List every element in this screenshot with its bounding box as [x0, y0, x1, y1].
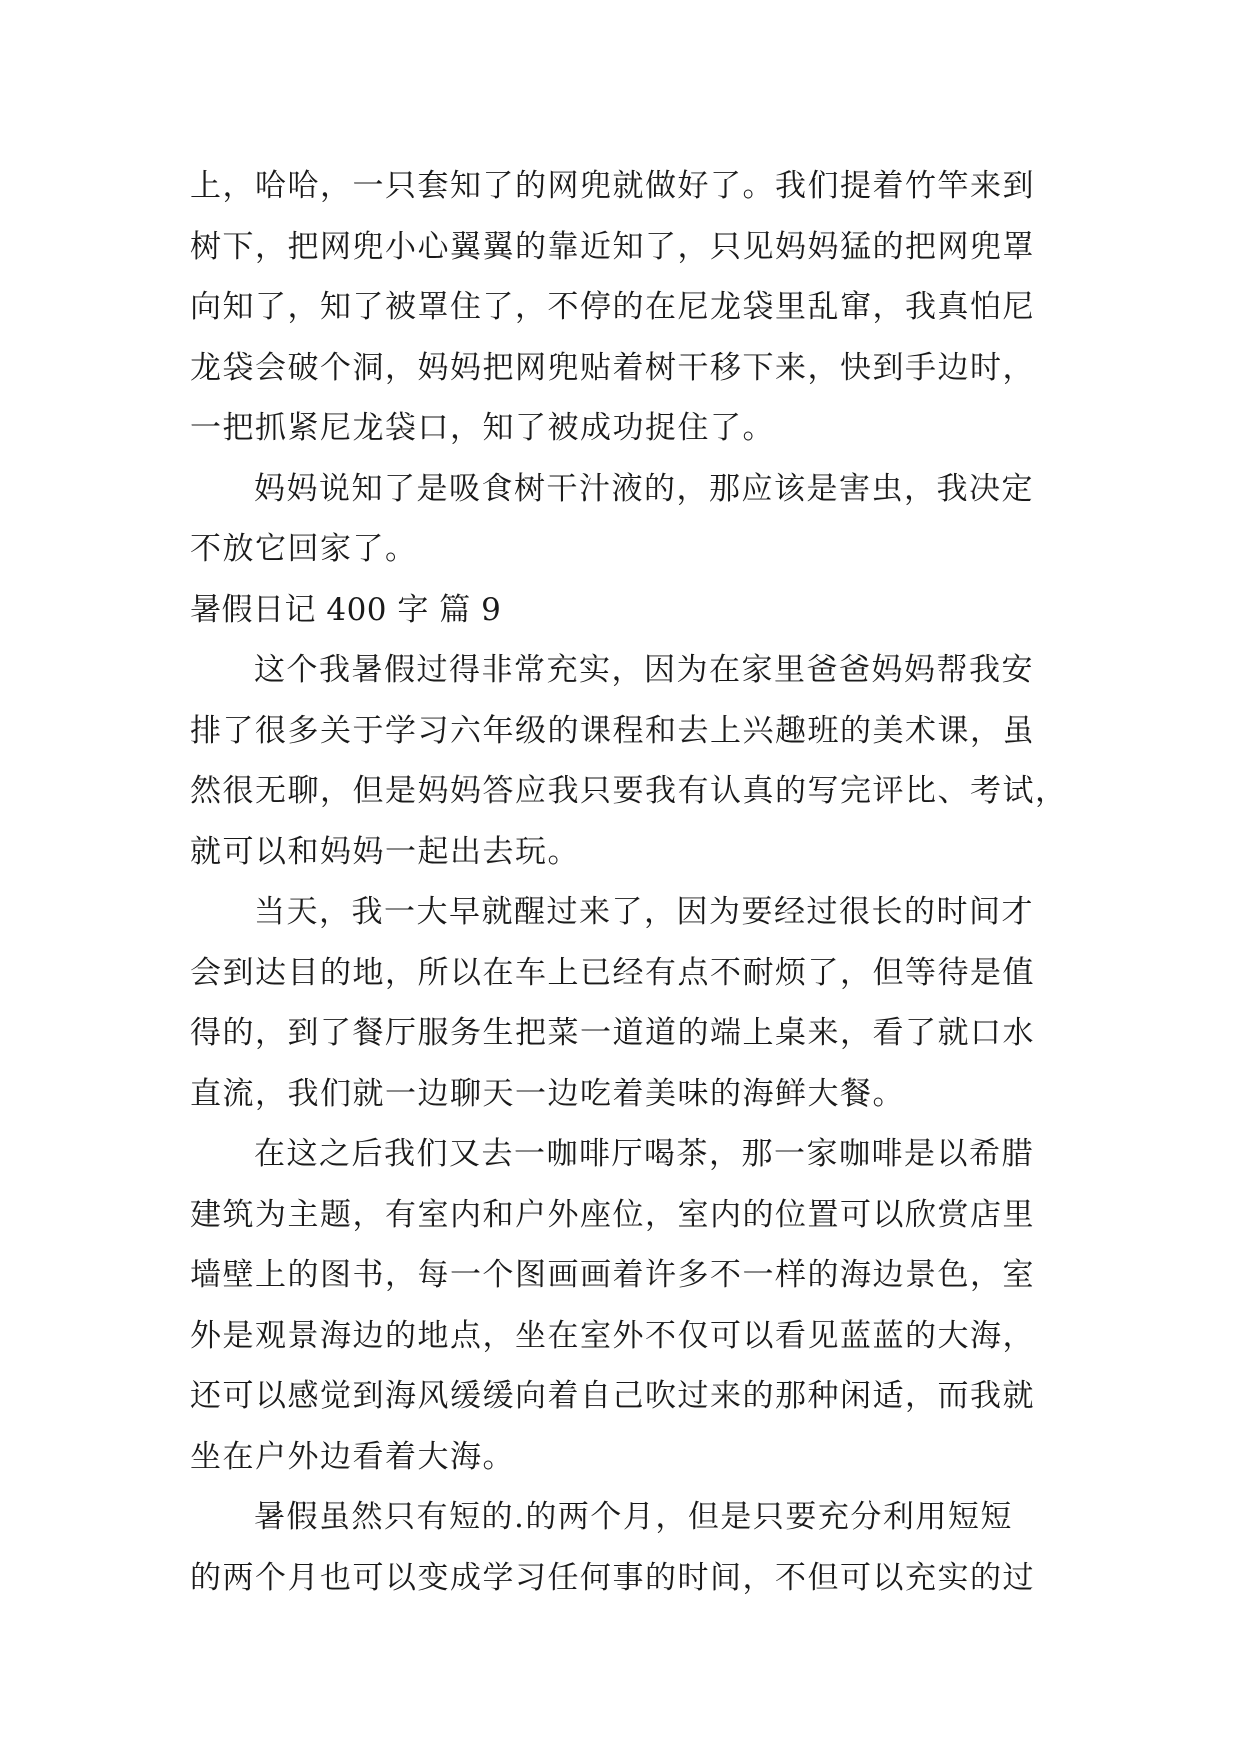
heading-text: 暑假日记 400 字 篇 9	[190, 591, 502, 628]
text-line: 暑假虽然只有短的.的两个月，但是只要充分利用短短	[254, 1499, 1013, 1535]
text-line: 外是观景海边的地点，坐在室外不仅可以看见蓝蓝的大海，	[190, 1317, 1035, 1354]
paragraph	[190, 882, 1050, 1124]
document-body	[190, 156, 1068, 1608]
paragraph	[190, 1487, 1050, 1608]
text-line: 坐在户外边看着大海。	[190, 1438, 515, 1475]
text-line: 向知了，知了被罩住了，不停的在尼龙袋里乱窜，我真怕尼	[190, 289, 1035, 325]
text-line: 龙袋会破个洞，妈妈把网兜贴着树干移下来，快到手边时，	[190, 349, 1035, 386]
text-line: 树下，把网兜小心翼翼的靠近知了，只见妈妈猛的把网兜罩	[190, 228, 1035, 265]
text-line: 不放它回家了。	[190, 531, 418, 567]
paragraph	[190, 640, 1068, 882]
text-line: 排了很多关于学习六年级的课程和去上兴趣班的美术课，虽	[190, 712, 1035, 749]
paragraph	[190, 459, 1050, 580]
text-line: 当天，我一大早就醒过来了，因为要经过很长的时间才	[254, 894, 1034, 930]
text-line: 就可以和妈妈一起出去玩。	[190, 833, 580, 870]
text-line: 还可以感觉到海风缓缓向着自己吹过来的那种闲适，而我就	[190, 1378, 1035, 1414]
paragraph	[190, 1124, 1050, 1487]
text-line: 这个我暑假过得非常充实，因为在家里爸爸妈妈帮我安	[254, 652, 1034, 688]
text-line: 一把抓紧尼龙袋口，知了被成功捉住了。	[190, 410, 775, 446]
text-line: 会到达目的地，所以在车上已经有点不耐烦了，但等待是值	[190, 954, 1035, 991]
text-line: 妈妈说知了是吸食树干汁液的，那应该是害虫，我决定	[254, 470, 1034, 507]
text-line: 上，哈哈，一只套知了的网兜就做好了。我们提着竹竿来到	[190, 168, 1035, 204]
text-line: 在这之后我们又去一咖啡厅喝茶，那一家咖啡是以希腊	[254, 1136, 1034, 1172]
text-line: 建筑为主题，有室内和户外座位，室内的位置可以欣赏店里	[190, 1196, 1035, 1233]
text-line: 的两个月也可以变成学习任何事的时间，不但可以充实的过	[190, 1559, 1035, 1596]
text-line: 直流，我们就一边聊天一边吃着美味的海鲜大餐。	[190, 1075, 905, 1112]
text-line: 得的，到了餐厅服务生把菜一道道的端上桌来，看了就口水	[190, 1015, 1035, 1051]
paragraph	[190, 156, 1050, 459]
text-line: 墙壁上的图书，每一个图画画着许多不一样的海边景色，室	[190, 1257, 1035, 1293]
section-heading	[190, 580, 1050, 641]
text-line: 然很无聊，但是妈妈答应我只要我有认真的写完评比、考试，	[190, 773, 1068, 809]
